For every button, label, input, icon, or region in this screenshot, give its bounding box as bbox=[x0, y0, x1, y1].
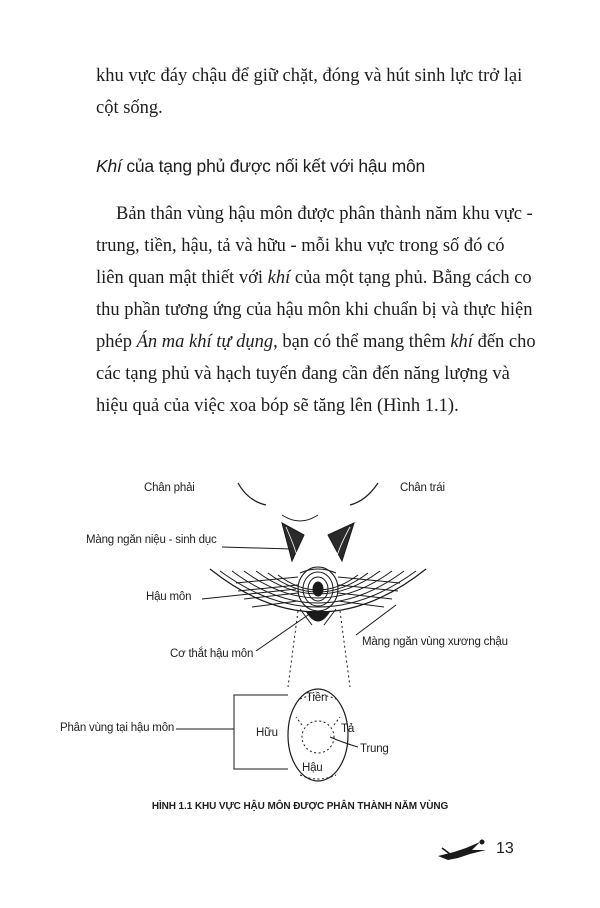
figure-drawing bbox=[60, 465, 540, 795]
body-text-3: , bạn có thể mang thêm bbox=[273, 332, 451, 352]
heading-text: của tạng phủ được nối kết với hậu môn bbox=[121, 156, 426, 176]
label-right-leg: Chân phải bbox=[144, 482, 195, 494]
label-zone-left: Tả bbox=[341, 723, 355, 735]
label-anal-zones: Phân vùng tại hậu môn bbox=[60, 722, 175, 734]
body-text-4: đến cho các tạng phủ và hạch tuyến đang cần đến năng lượng và hiệu quả của việc xoa bóp sẽ tăng lên (Hình 1.1). bbox=[96, 332, 536, 416]
label-zone-back: Hậu bbox=[302, 762, 323, 774]
body-text-2: của một tạng phủ. Bằng cách co thu phần tương ứng của hậu môn khi chuẩn bị và thực hiện phép bbox=[96, 268, 533, 352]
label-left-leg: Chân trái bbox=[400, 482, 445, 494]
label-zone-right: Hữu bbox=[256, 727, 278, 739]
heading-italic-word: Khí bbox=[96, 156, 122, 176]
label-anal-sphincter: Cơ thắt hậu môn bbox=[170, 648, 254, 660]
label-urogenital-diaphragm: Màng ngăn niệu - sinh dục bbox=[86, 534, 217, 546]
body-text-1: Bản thân vùng hậu môn được phân thành năm khu vực - trung, tiền, hậu, tả và hữu - mỗi khu vực trong số đó có liên quan mật thiết với bbox=[96, 204, 533, 288]
leaping-figure-icon bbox=[436, 838, 492, 862]
body-emphasis-3: khí bbox=[450, 332, 473, 352]
section-heading bbox=[96, 156, 425, 177]
page-number: 13 bbox=[496, 840, 514, 857]
body-emphasis-1: khí bbox=[267, 268, 291, 288]
label-zone-front: Tiền bbox=[306, 692, 328, 704]
label-zone-center: Trung bbox=[360, 743, 389, 755]
label-anus: Hậu môn bbox=[146, 591, 192, 603]
anal-zones-figure bbox=[60, 465, 540, 795]
figure-caption: HÌNH 1.1 KHU VỰC HẬU MÔN ĐƯỢC PHÂN THÀNH NĂM VÙNG bbox=[151, 801, 449, 812]
body-paragraph bbox=[96, 198, 536, 422]
intro-paragraph: khu vực đáy chậu để giữ chặt, đóng và hút sinh lực trở lại cột sống. bbox=[96, 66, 523, 118]
body-emphasis-2: Án ma khí tự dụng bbox=[136, 332, 274, 352]
label-pelvic-diaphragm: Màng ngăn vùng xương chậu bbox=[362, 636, 508, 648]
